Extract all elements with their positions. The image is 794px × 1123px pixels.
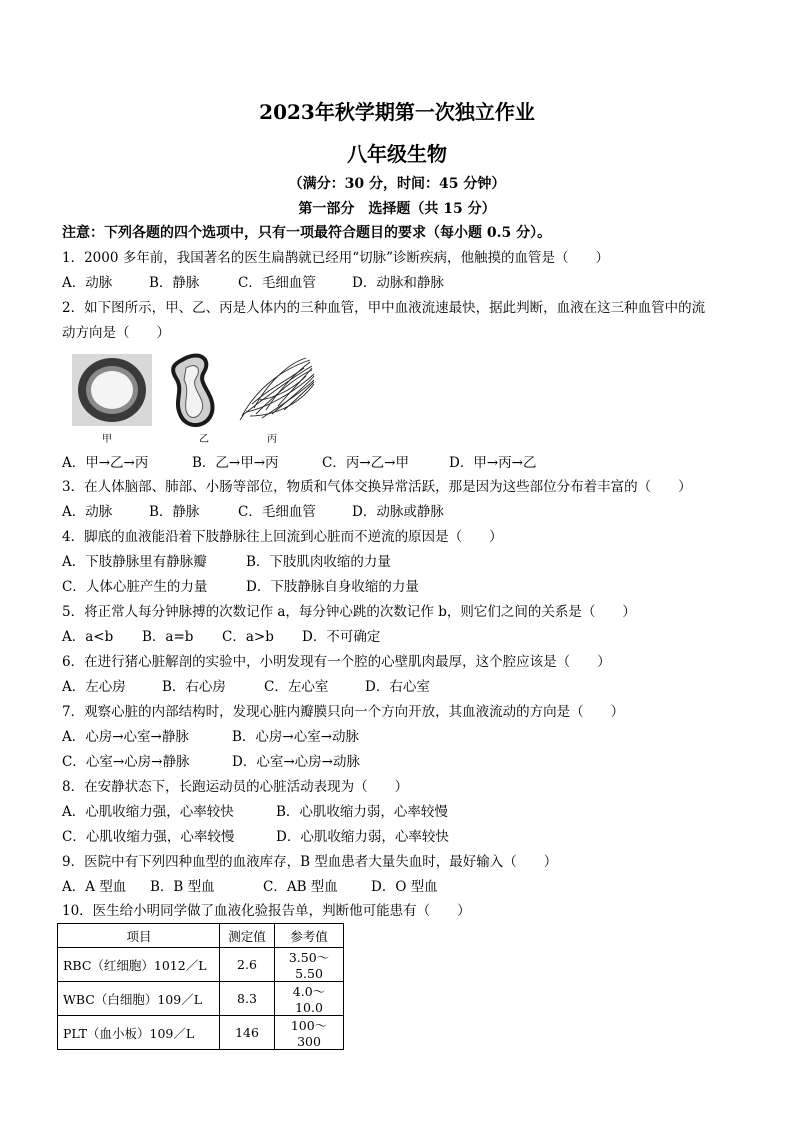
vein-cross-section bbox=[173, 356, 212, 426]
q2-option-d: D．甲→丙→乙 bbox=[449, 455, 537, 471]
table-cell: RBC（红细胞）1012／L bbox=[58, 948, 220, 982]
question-3-stem: 3．在人体脑部、肺部、小肠等部位，物质和气体交换异常活跃，那是因为这些部位分布着丰富的（ ） bbox=[62, 479, 692, 495]
q6-option-a: A．左心房 bbox=[62, 679, 126, 695]
q4-option-b: B．下肢肌肉收缩的力量 bbox=[246, 554, 391, 570]
q9-option-d: D．O 型血 bbox=[371, 879, 438, 895]
q8-option-b: B．心肌收缩力弱，心率较慢 bbox=[276, 804, 448, 820]
table-header-item: 项目 bbox=[58, 924, 220, 948]
exam-title: 2023年秋学期第一次独立作业 bbox=[259, 100, 535, 124]
question-10-stem: 10．医生给小明同学做了血液化验报告单，判断他可能患有（ ） bbox=[62, 903, 471, 919]
q1-option-b: B．静脉 bbox=[149, 275, 200, 291]
q9-option-a: A．A 型血 bbox=[62, 879, 127, 895]
q3-option-a: A．动脉 bbox=[62, 504, 113, 520]
q2-option-b: B．乙→甲→丙 bbox=[192, 455, 279, 471]
q3-option-d: D．动脉或静脉 bbox=[352, 504, 444, 520]
table-cell: WBC（白细胞）109／L bbox=[58, 982, 220, 1016]
table-cell: 8.3 bbox=[220, 982, 275, 1016]
table-row bbox=[58, 948, 344, 982]
q4-option-a: A．下肢静脉里有静脉瓣 bbox=[62, 554, 207, 570]
question-2-stem: 2．如下图所示，甲、乙、丙是人体内的三种血管，甲中血液流速最快，据此判断，血液在这三种血管中的流 bbox=[62, 300, 706, 316]
question-5-stem: 5．将正常人每分钟脉搏的次数记作 a，每分钟心跳的次数记作 b，则它们之间的关系是（ ） bbox=[62, 604, 636, 620]
question-9-stem: 9．医院中有下列四种血型的血液库存，B 型血患者大量失血时，最好输入（ ） bbox=[62, 854, 558, 870]
artery-cross-section bbox=[72, 354, 152, 426]
q7-option-b: B．心房→心室→动脉 bbox=[232, 729, 360, 745]
table-cell: 3.50～5.50 bbox=[275, 948, 344, 982]
capillary-network bbox=[240, 358, 314, 420]
figure-label-yi: 乙 bbox=[199, 434, 209, 445]
q4-option-c: C．人体心脏产生的力量 bbox=[62, 579, 208, 595]
subject-title: 八年级生物 bbox=[347, 142, 447, 166]
q3-option-b: B．静脉 bbox=[149, 504, 200, 520]
q9-option-b: B．B 型血 bbox=[150, 879, 215, 895]
q8-option-a: A．心肌收缩力强，心率较快 bbox=[62, 804, 234, 820]
table-cell: PLT（血小板）109／L bbox=[58, 1016, 220, 1050]
q7-option-c: C．心室→心房→静脉 bbox=[62, 754, 190, 770]
q3-option-c: C．毛细血管 bbox=[238, 504, 316, 520]
q1-option-c: C．毛细血管 bbox=[238, 275, 316, 291]
q7-option-d: D．心室→心房→动脉 bbox=[232, 754, 360, 770]
q8-option-c: C．心肌收缩力强，心率较慢 bbox=[62, 829, 235, 845]
q2-option-a: A．甲→乙→丙 bbox=[62, 455, 149, 471]
table-header-row bbox=[58, 924, 344, 948]
question-6-stem: 6．在进行猪心脏解剖的实验中，小明发现有一个腔的心壁肌肉最厚，这个腔应该是（ ） bbox=[62, 654, 611, 670]
exam-info: （满分：30 分，时间：45 分钟） bbox=[288, 176, 506, 192]
table-header-reference: 参考值 bbox=[275, 924, 344, 948]
q5-option-d: D．不可确定 bbox=[302, 629, 381, 645]
q5-option-b: B．a=b bbox=[142, 629, 194, 645]
instructions-note: 注意：下列各题的四个选项中，只有一项最符合题目的要求（每小题 0.5 分）。 bbox=[62, 225, 552, 241]
table-row bbox=[58, 1016, 344, 1050]
q5-option-c: C．a>b bbox=[222, 629, 274, 645]
table-cell: 100～300 bbox=[275, 1016, 344, 1050]
q6-option-b: B．右心房 bbox=[162, 679, 226, 695]
question-7-stem: 7．观察心脏的内部结构时，发现心脏内瓣膜只向一个方向开放，其血液流动的方向是（ ） bbox=[62, 704, 625, 720]
question-2-stem-cont: 动方向是（ ） bbox=[62, 325, 170, 341]
figure-label-jia: 甲 bbox=[102, 434, 112, 445]
q8-option-d: D．心肌收缩力弱，心率较快 bbox=[276, 829, 449, 845]
question-1-stem: 1．2000 多年前，我国著名的医生扁鹊就已经用“切脉”诊断疾病，他触摸的血管是（ ） bbox=[62, 250, 610, 266]
figure-label-bing: 丙 bbox=[267, 434, 277, 445]
table-cell: 146 bbox=[220, 1016, 275, 1050]
q2-option-c: C．丙→乙→甲 bbox=[322, 455, 409, 471]
q6-option-d: D．右心室 bbox=[365, 679, 430, 695]
part-heading: 第一部分 选择题（共 15 分） bbox=[298, 201, 496, 217]
q7-option-a: A．心房→心室→静脉 bbox=[62, 729, 189, 745]
table-cell: 2.6 bbox=[220, 948, 275, 982]
q1-option-d: D．动脉和静脉 bbox=[352, 275, 444, 291]
q9-option-c: C．AB 型血 bbox=[263, 879, 338, 895]
question-4-stem: 4．脚底的血液能沿着下肢静脉往上回流到心脏而不逆流的原因是（ ） bbox=[62, 529, 503, 545]
question-8-stem: 8．在安静状态下，长跑运动员的心脏活动表现为（ ） bbox=[62, 779, 409, 795]
q5-option-a: A．a<b bbox=[62, 629, 114, 645]
q4-option-d: D．下肢静脉自身收缩的力量 bbox=[246, 579, 419, 595]
table-header-measured: 测定值 bbox=[220, 924, 275, 948]
blood-test-table bbox=[57, 923, 344, 1050]
table-row bbox=[58, 982, 344, 1016]
q6-option-c: C．左心室 bbox=[264, 679, 329, 695]
table-cell: 4.0～10.0 bbox=[275, 982, 344, 1016]
q1-option-a: A．动脉 bbox=[62, 275, 113, 291]
